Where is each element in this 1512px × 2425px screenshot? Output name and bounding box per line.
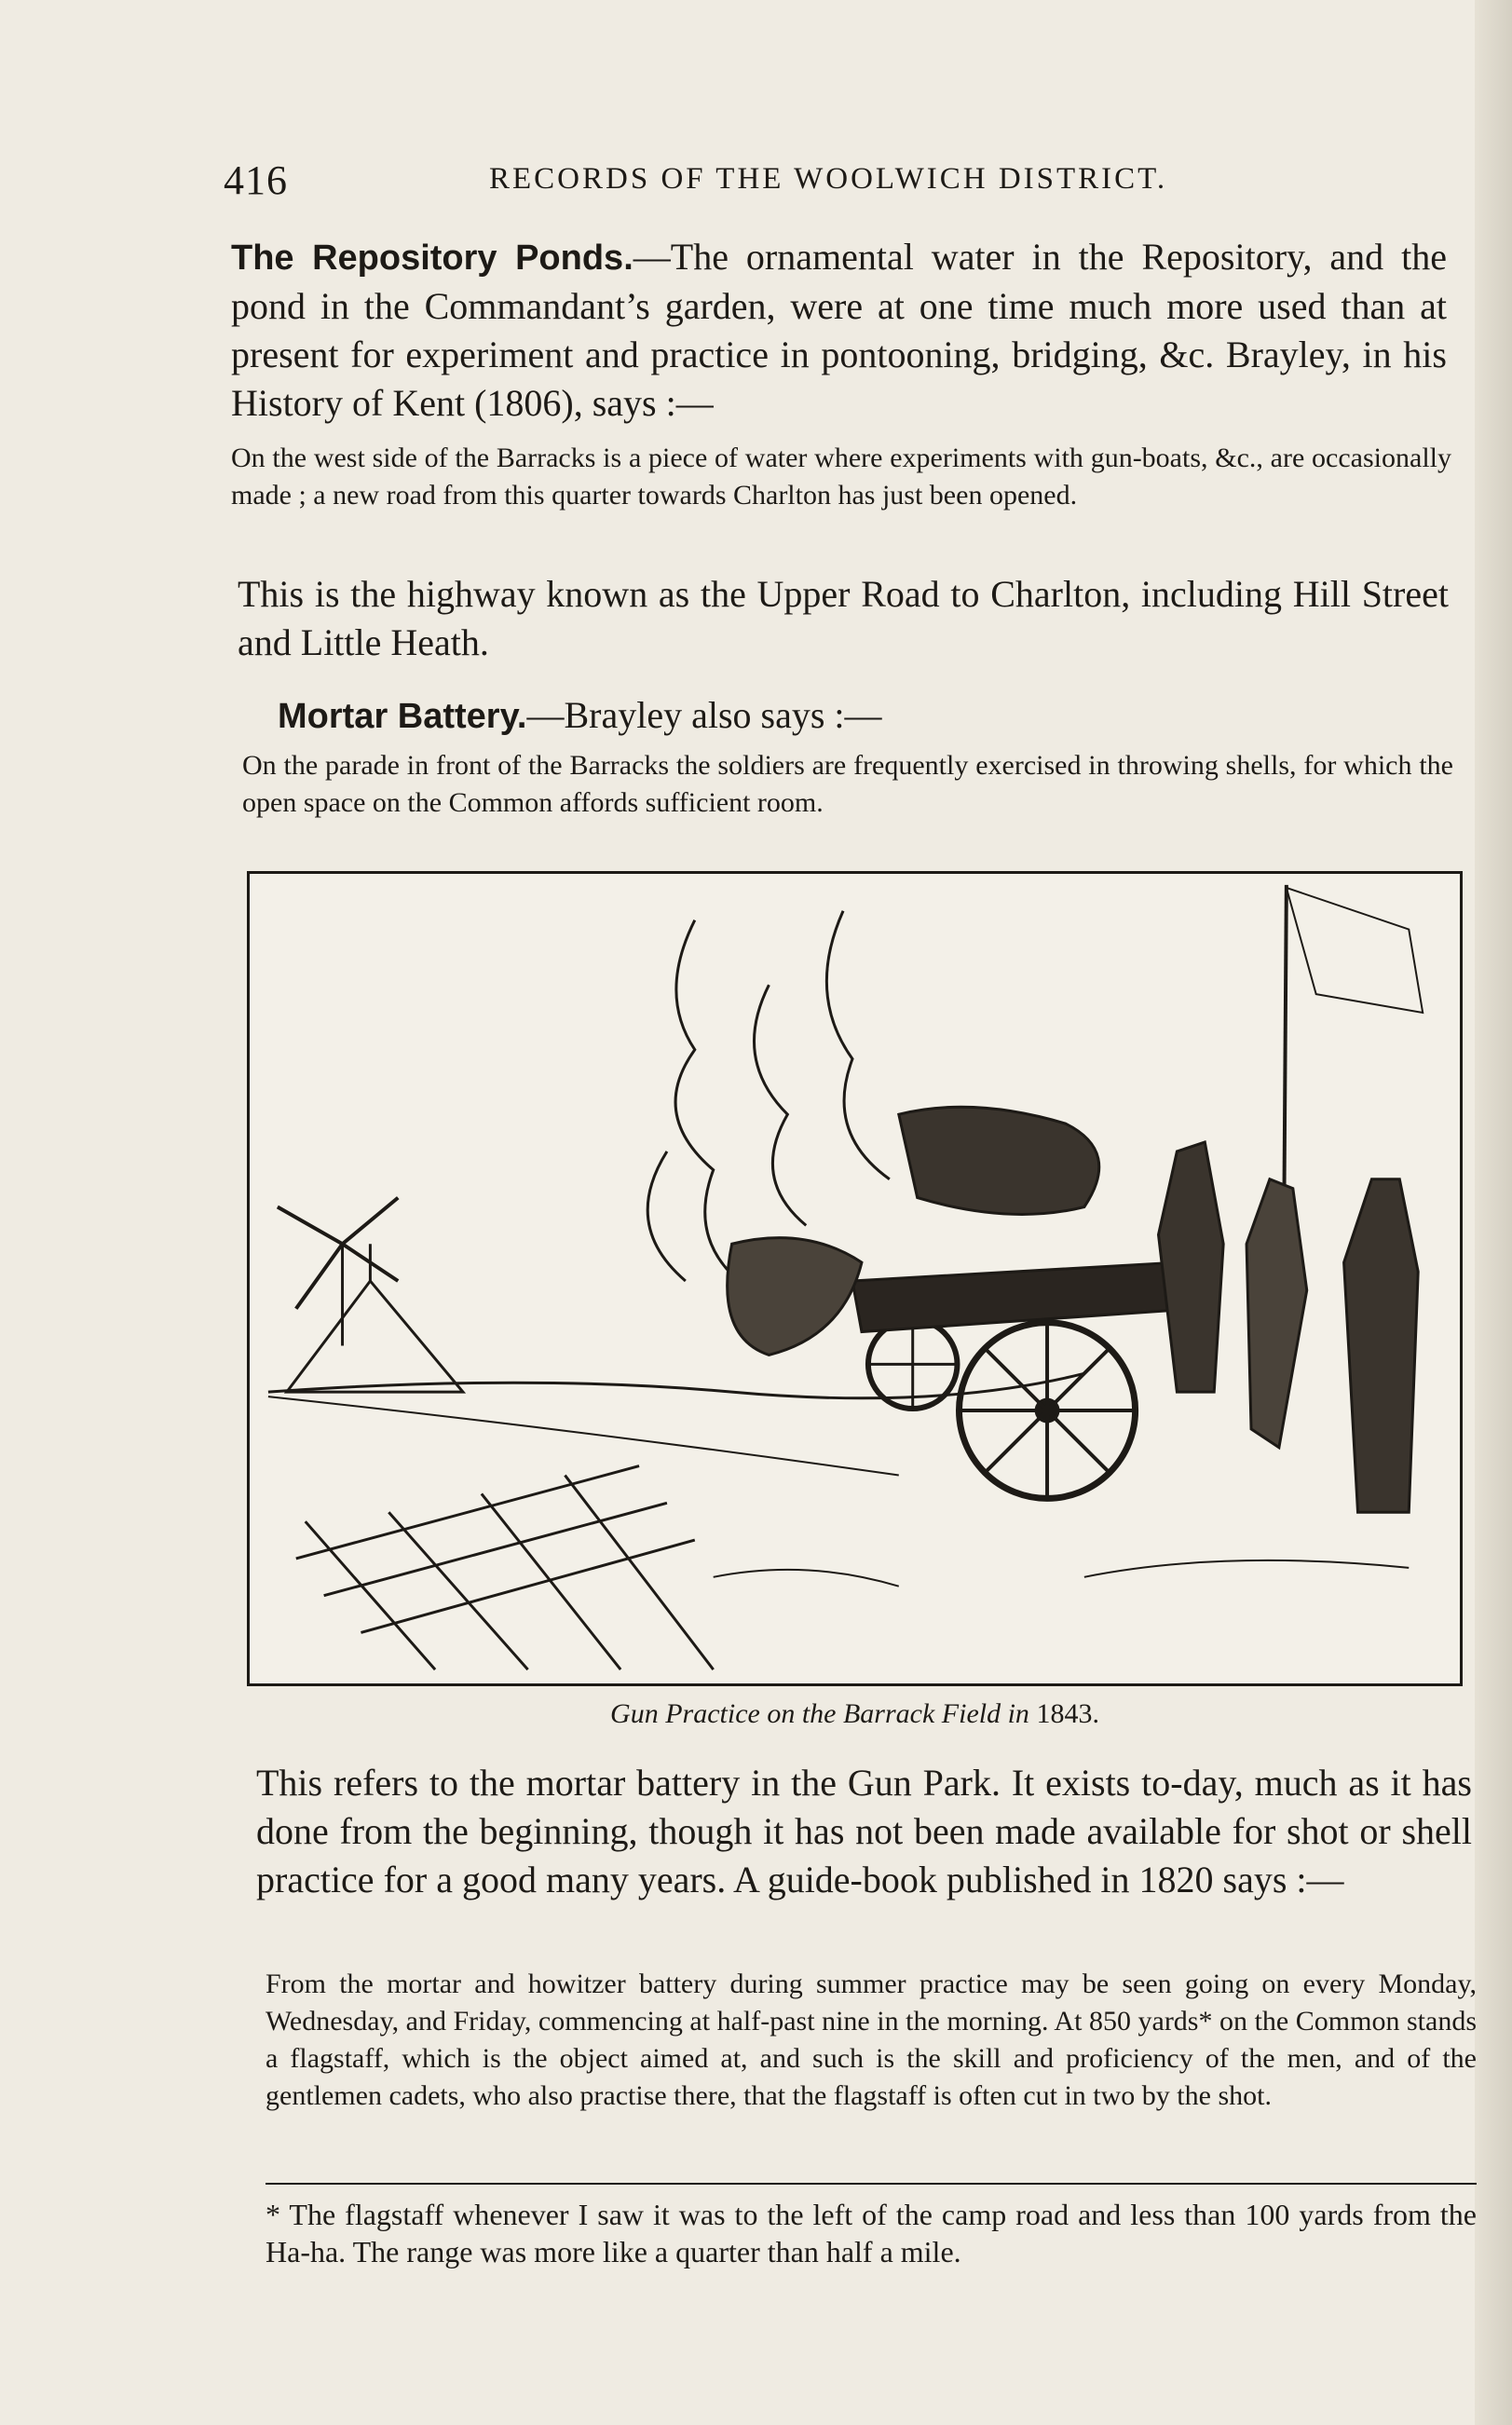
fence-hatching — [296, 1466, 714, 1669]
page-edge — [1475, 0, 1512, 2425]
quote-guide-book: From the mortar and howitzer battery during summer practice may be seen going on every Monday, Wednesday, and Friday, commencing at half-past nine in the morning. At 850 yards* on the Common stands a flagstaff, which is the object aimed at, and such is the skill and proficiency of the men, and of the gentlemen cadets, who also practise there, that the flagstaff is often cut in two by the shot. — [266, 1969, 1477, 2111]
running-head — [224, 157, 1211, 212]
upper-road-paragraph: This is the highway known as the Upper Road to Charlton, including Hill Street and Little Heath. — [238, 573, 1449, 663]
section-heading-mortar-battery: Mortar Battery. — [278, 697, 527, 736]
engraving-image — [250, 874, 1460, 1683]
figure-caption — [247, 1698, 1463, 1730]
soldier-figure-right — [1344, 1179, 1419, 1513]
gun-barrel — [852, 1262, 1195, 1331]
page-number: 416 — [224, 157, 288, 203]
quote-brayley-mortar: On the parade in front of the Barracks the soldiers are frequently exercised in throwing shells, for which the open space on the Common affords sufficient room. — [242, 750, 1453, 818]
caption-italic: Gun Practice on the Barrack Field in — [610, 1698, 1029, 1729]
mortar-battery-paragraph — [278, 691, 1451, 741]
smoke-cloud-dark — [899, 1107, 1099, 1214]
section-heading-repository-ponds: The Repository Ponds. — [231, 238, 633, 278]
quote-brayley-ponds: On the west side of the Barracks is a piece of water where experiments with gun-boats, &c., are occasionally made ; a new road from this quarter towards Charlton has just been opened. — [231, 443, 1451, 511]
footnote-rule — [266, 2183, 1477, 2185]
mortar-battery-text: —Brayley also says :— — [526, 694, 882, 736]
tent — [287, 1281, 463, 1392]
repository-ponds-text: —The ornamental water in the Repository, and the pond in the Commandant’s garden, were at one time much more used than at present for experiment and practice in pontooning, bridging, &c. Brayley, in his History of Kent (1806), says :— — [231, 236, 1447, 424]
footnote: * The flagstaff whenever I saw it was to the left of the camp road and less than 100 yards from the Ha-ha. The range was more like a quarter than half a mile. — [266, 2198, 1477, 2268]
gun-practice-illustration — [247, 871, 1463, 1686]
soldier-figure — [1158, 1142, 1223, 1392]
running-title: RECORDS OF THE WOOLWICH DISTRICT. — [489, 162, 1168, 196]
smoke-outline — [675, 920, 750, 1290]
repository-ponds-paragraph — [231, 233, 1447, 428]
caption-year: 1843. — [1036, 1698, 1099, 1729]
gun-park-paragraph: This refers to the mortar battery in the Gun Park. It exists to-day, much as it has done from the beginning, though it has not been made available for shot or shell practice for a good many years. A guide-book published in 1820 says :— — [256, 1762, 1472, 1900]
flag — [1287, 888, 1423, 1013]
